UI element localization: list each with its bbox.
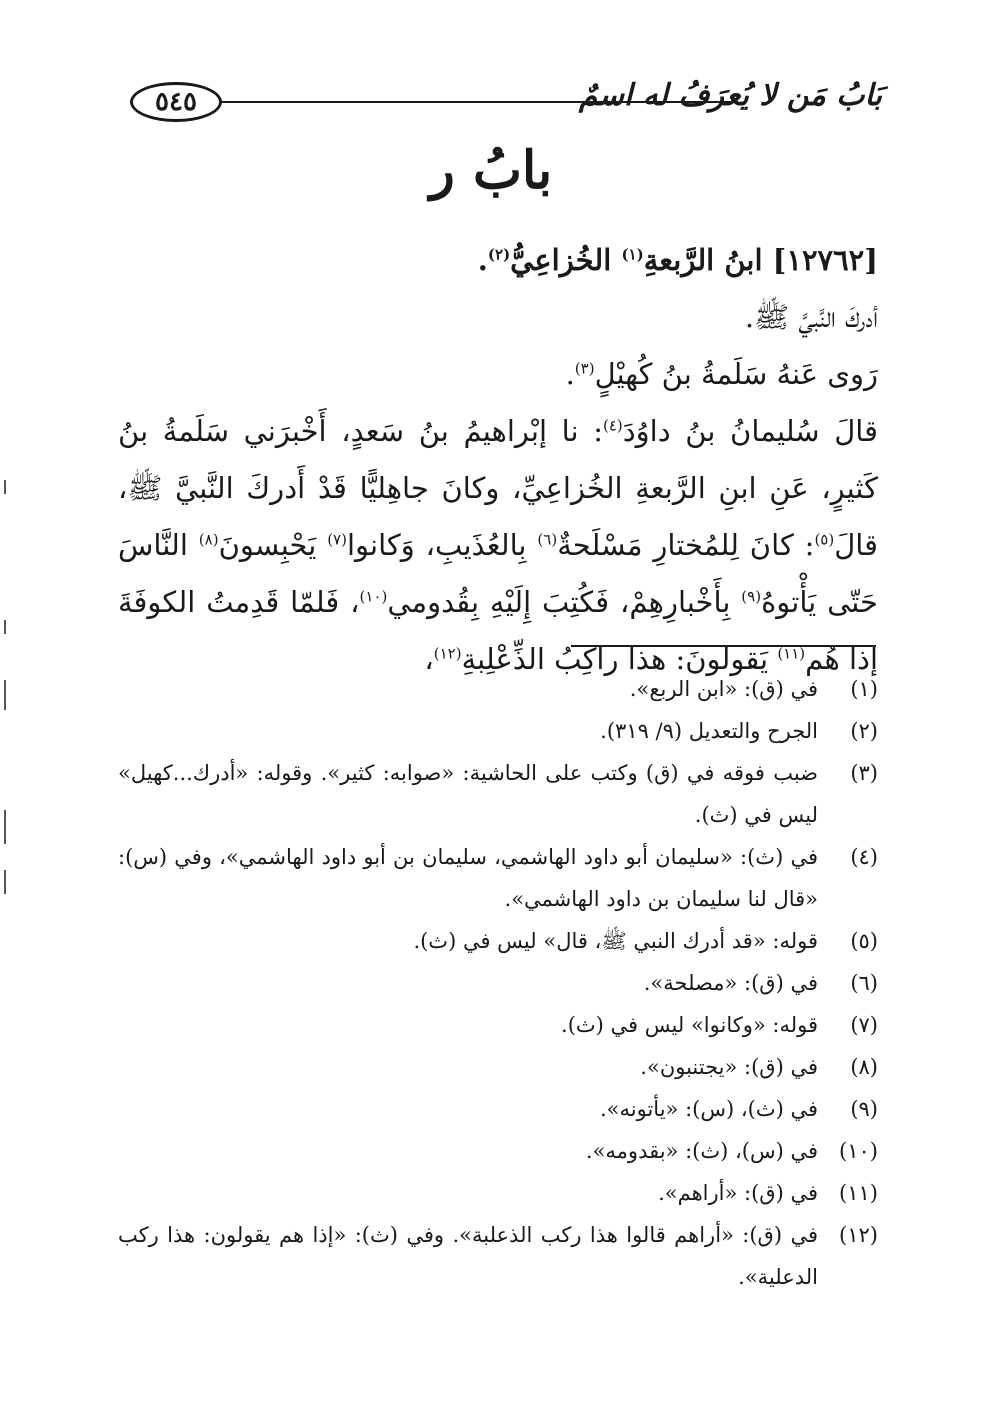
page-number: ٥٤٥ (130, 82, 222, 122)
scan-mark (4, 680, 6, 710)
paragraph-text: : كانَ لِلمُختارِ مَسْلَحةٌ (557, 528, 815, 562)
footnote-number: (٩) (850, 1097, 878, 1121)
footnote-text: في (ث): «سليمان أبو داود الهاشمي، سليمان بن أبو داود الهاشمي»، وفي (س): «قال لنا سليمان بن داود الهاشمي». (118, 845, 818, 911)
footnote-text: في (ق): «مصلحة». (643, 971, 818, 995)
scan-mark (4, 620, 6, 634)
footnote-ref: (٥) (814, 530, 835, 549)
footnote-text: قوله: «قد أدرك النبي ﷺ، قال» ليس في (ث). (413, 929, 818, 953)
footnote-item (118, 752, 878, 836)
paragraph-text: : نا إبْراهيمُ بنُ سَعدٍ، أَخْبرَني سَلَمةُ بنُ كَثيرٍ، عَنِ ابنِ الرَّبعةِ الخُزاعِيِّ، وكانَ جاهِليًّا قَدْ أَدركَ النَّبيَّ ﷺ، قالَ (118, 414, 878, 562)
punctuation: . (477, 243, 488, 277)
footnote-number: (٤) (850, 845, 878, 869)
footnote-number: (٣) (850, 761, 878, 785)
footnote-number: (٧) (850, 1013, 878, 1037)
paragraph-text: يَقولونَ: هذا راكِبُ الذِّعْلِبةِ (461, 642, 778, 676)
entry-line-1: أدركَ النَّبيَّ ﷺ. (744, 300, 878, 334)
running-title: بَابُ مَن لا يُعرَفُ له اسمٌ (578, 78, 882, 113)
entry-number: [١٢٧٦٢] (772, 243, 878, 277)
footnote-number: (٨) (850, 1055, 878, 1079)
footnote-item (118, 668, 878, 710)
main-text (118, 232, 878, 688)
entry-heading (118, 232, 878, 289)
footnote-number: (١٠) (839, 1139, 878, 1163)
footnote-number: (١) (850, 677, 878, 701)
footnote-ref: (٢) (487, 245, 511, 264)
footnote-text: في (ق): «ابن الربع». (629, 677, 818, 701)
scan-mark (4, 870, 6, 894)
footnotes-list (118, 668, 878, 1298)
footnote-item (118, 1046, 878, 1088)
chapter-title: بابُ ر (429, 140, 553, 201)
entry-line-2 (118, 346, 878, 403)
footnote-text: في (س)، (ث): «بقدومه». (585, 1139, 818, 1163)
footnote-number: (٦) (850, 971, 878, 995)
footnote-ref: (٦) (537, 530, 558, 549)
entry-name: ابنُ الرَّبعةِ (643, 243, 763, 277)
footnote-number: (٢) (850, 719, 878, 743)
footnote-ref: (١) (621, 245, 644, 264)
footnote-text: في (ق): «أراهم قالوا هذا ركب الذعلبة». وفي (ث): «إذا هم يقولون: هذا ركب الدعلية». (118, 1223, 818, 1289)
footnote-text: ضبب فوقه في (ق) وكتب على الحاشية: «صوابه: كثير». وقوله: «أدرك...كهيل» ليس في (ث). (118, 761, 818, 827)
footnote-text: في (ق): «يجتنبون». (640, 1055, 818, 1079)
footnote-separator (571, 645, 876, 647)
footnote-number: (١١) (839, 1181, 878, 1205)
paragraph-text: بِأَخْبارِهِمْ، فَكُتِبَ إِلَيْهِ بِقُدومي (387, 585, 742, 619)
footnote-text: الجرح والتعديل (٩/ ٣١٩). (600, 719, 818, 743)
footnote-number: (٥) (850, 929, 878, 953)
scan-mark (4, 810, 6, 844)
footnote-item (118, 1088, 878, 1130)
footnote-ref: (٣) (574, 359, 595, 378)
footnote-item (118, 1172, 878, 1214)
footnote-item (118, 962, 878, 1004)
footnote-item (118, 1214, 878, 1298)
paragraph-text: يَحْبِسونَ (218, 528, 328, 562)
footnote-item (118, 710, 878, 752)
paragraph-text: بِالعُذَيبِ، وَكانوا (346, 528, 538, 562)
footnote-item (118, 1130, 878, 1172)
footnote-ref: (١٠) (359, 587, 388, 606)
footnote-text: قوله: «وكانوا» ليس في (ث). (561, 1013, 818, 1037)
page-header (130, 78, 882, 128)
paragraph-text: النَّاسَ حَتّى يَأْتوهُ (118, 528, 878, 619)
footnote-text: في (ث)، (س): «يأتونه». (599, 1097, 818, 1121)
footnote-item (118, 1004, 878, 1046)
footnote-ref: (٨) (198, 530, 219, 549)
entry-nisba: الخُزاعِيُّ (510, 243, 612, 277)
punctuation: . (565, 357, 575, 391)
footnote-ref: (٩) (741, 587, 762, 606)
paragraph-text: قالَ سُليمانُ بنُ داوُدَ (622, 414, 879, 448)
footnote-ref: (٧) (327, 530, 347, 549)
paragraph-text: ، فَلمّا قَدِمتُ الكوفَةَ إذا هُم (118, 585, 878, 676)
footnote-ref: (١٢) (433, 644, 462, 663)
paragraph-text: ، (424, 642, 434, 676)
scan-mark (4, 480, 6, 494)
footnote-ref: (٤) (602, 416, 623, 435)
footnote-ref: (١١) (777, 644, 806, 663)
footnote-text: في (ق): «أراهم». (658, 1181, 818, 1205)
footnote-item (118, 920, 878, 962)
footnote-number: (١٢) (839, 1223, 878, 1247)
footnote-item (118, 836, 878, 920)
entry-line-2-text: رَوى عَنهُ سَلَمةُ بنُ كُهيْلٍ (594, 357, 878, 391)
